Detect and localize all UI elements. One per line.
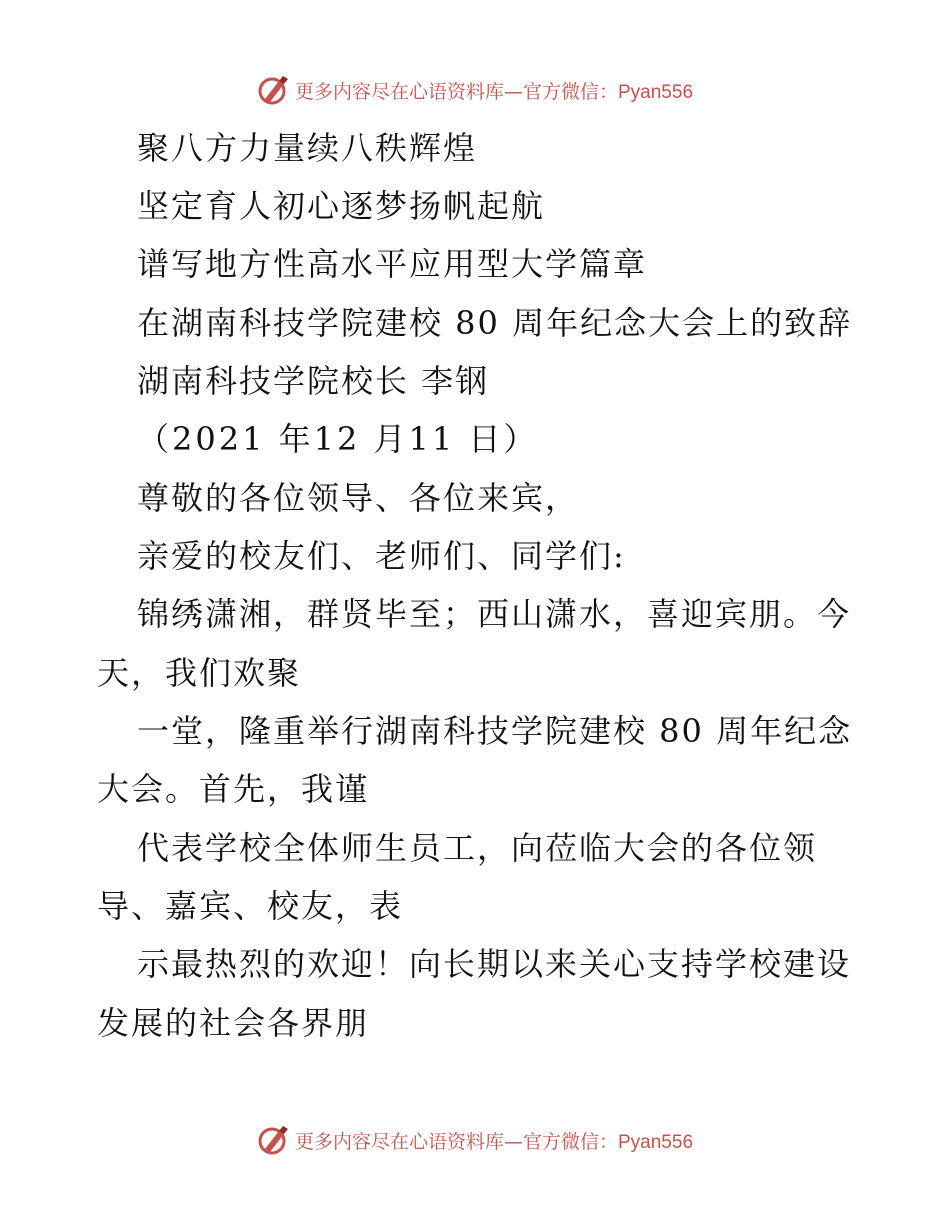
- banner-wechat-id: Pyan556: [618, 81, 694, 103]
- banner-dash: —: [503, 1130, 523, 1153]
- banner-site-name: 更多内容尽在心语资料库: [294, 1130, 504, 1153]
- banner-text: [295, 1127, 693, 1154]
- doc-paragraph-line: 导、嘉宾、校友，表: [97, 887, 404, 925]
- banner-wechat-label: 官方微信：: [522, 80, 618, 103]
- doc-paragraph-line: 一堂，隆重举行湖南科技学院建校 80 周年纪念: [137, 712, 853, 750]
- doc-author: 湖南科技学院校长 李钢: [137, 362, 490, 400]
- doc-paragraph-line: 锦绣潇湘，群贤毕至；西山潇水，喜迎宾朋。今: [137, 595, 852, 633]
- banner-text: [295, 77, 693, 104]
- doc-subtitle: 在湖南科技学院建校 80 周年纪念大会上的致辞: [137, 304, 853, 342]
- footer-banner: [0, 1120, 950, 1160]
- doc-paragraph-line: 天，我们欢聚: [97, 654, 302, 692]
- doc-title-line-1: 聚八方力量续八秩辉煌: [137, 129, 478, 167]
- doc-paragraph-line: 代表学校全体师生员工，向莅临大会的各位领: [137, 829, 818, 867]
- doc-salutation-2: 亲爱的校友们、老师们、同学们:: [137, 537, 626, 575]
- doc-paragraph-line: 大会。首先，我谨: [97, 770, 370, 808]
- header-banner: [0, 70, 950, 110]
- doc-paragraph-line: 示最热烈的欢迎！向长期以来关心支持学校建设: [137, 945, 852, 983]
- banner-site-name: 更多内容尽在心语资料库: [294, 80, 504, 103]
- doc-paragraph-line: 发展的社会各界朋: [97, 1004, 370, 1042]
- banner-wechat-id: Pyan556: [618, 1131, 694, 1153]
- pen-logo-icon: [257, 1123, 291, 1157]
- doc-salutation-1: 尊敬的各位领导、各位来宾，: [137, 479, 580, 517]
- pen-logo-icon: [257, 73, 291, 107]
- doc-title-line-2: 坚定育人初心逐梦扬帆起航: [137, 187, 546, 225]
- doc-title-line-3: 谱写地方性高水平应用型大学篇章: [137, 245, 648, 283]
- doc-date: （2021 年12 月11 日）: [137, 420, 539, 458]
- banner-wechat-label: 官方微信：: [522, 1130, 618, 1153]
- banner-dash: —: [503, 80, 523, 103]
